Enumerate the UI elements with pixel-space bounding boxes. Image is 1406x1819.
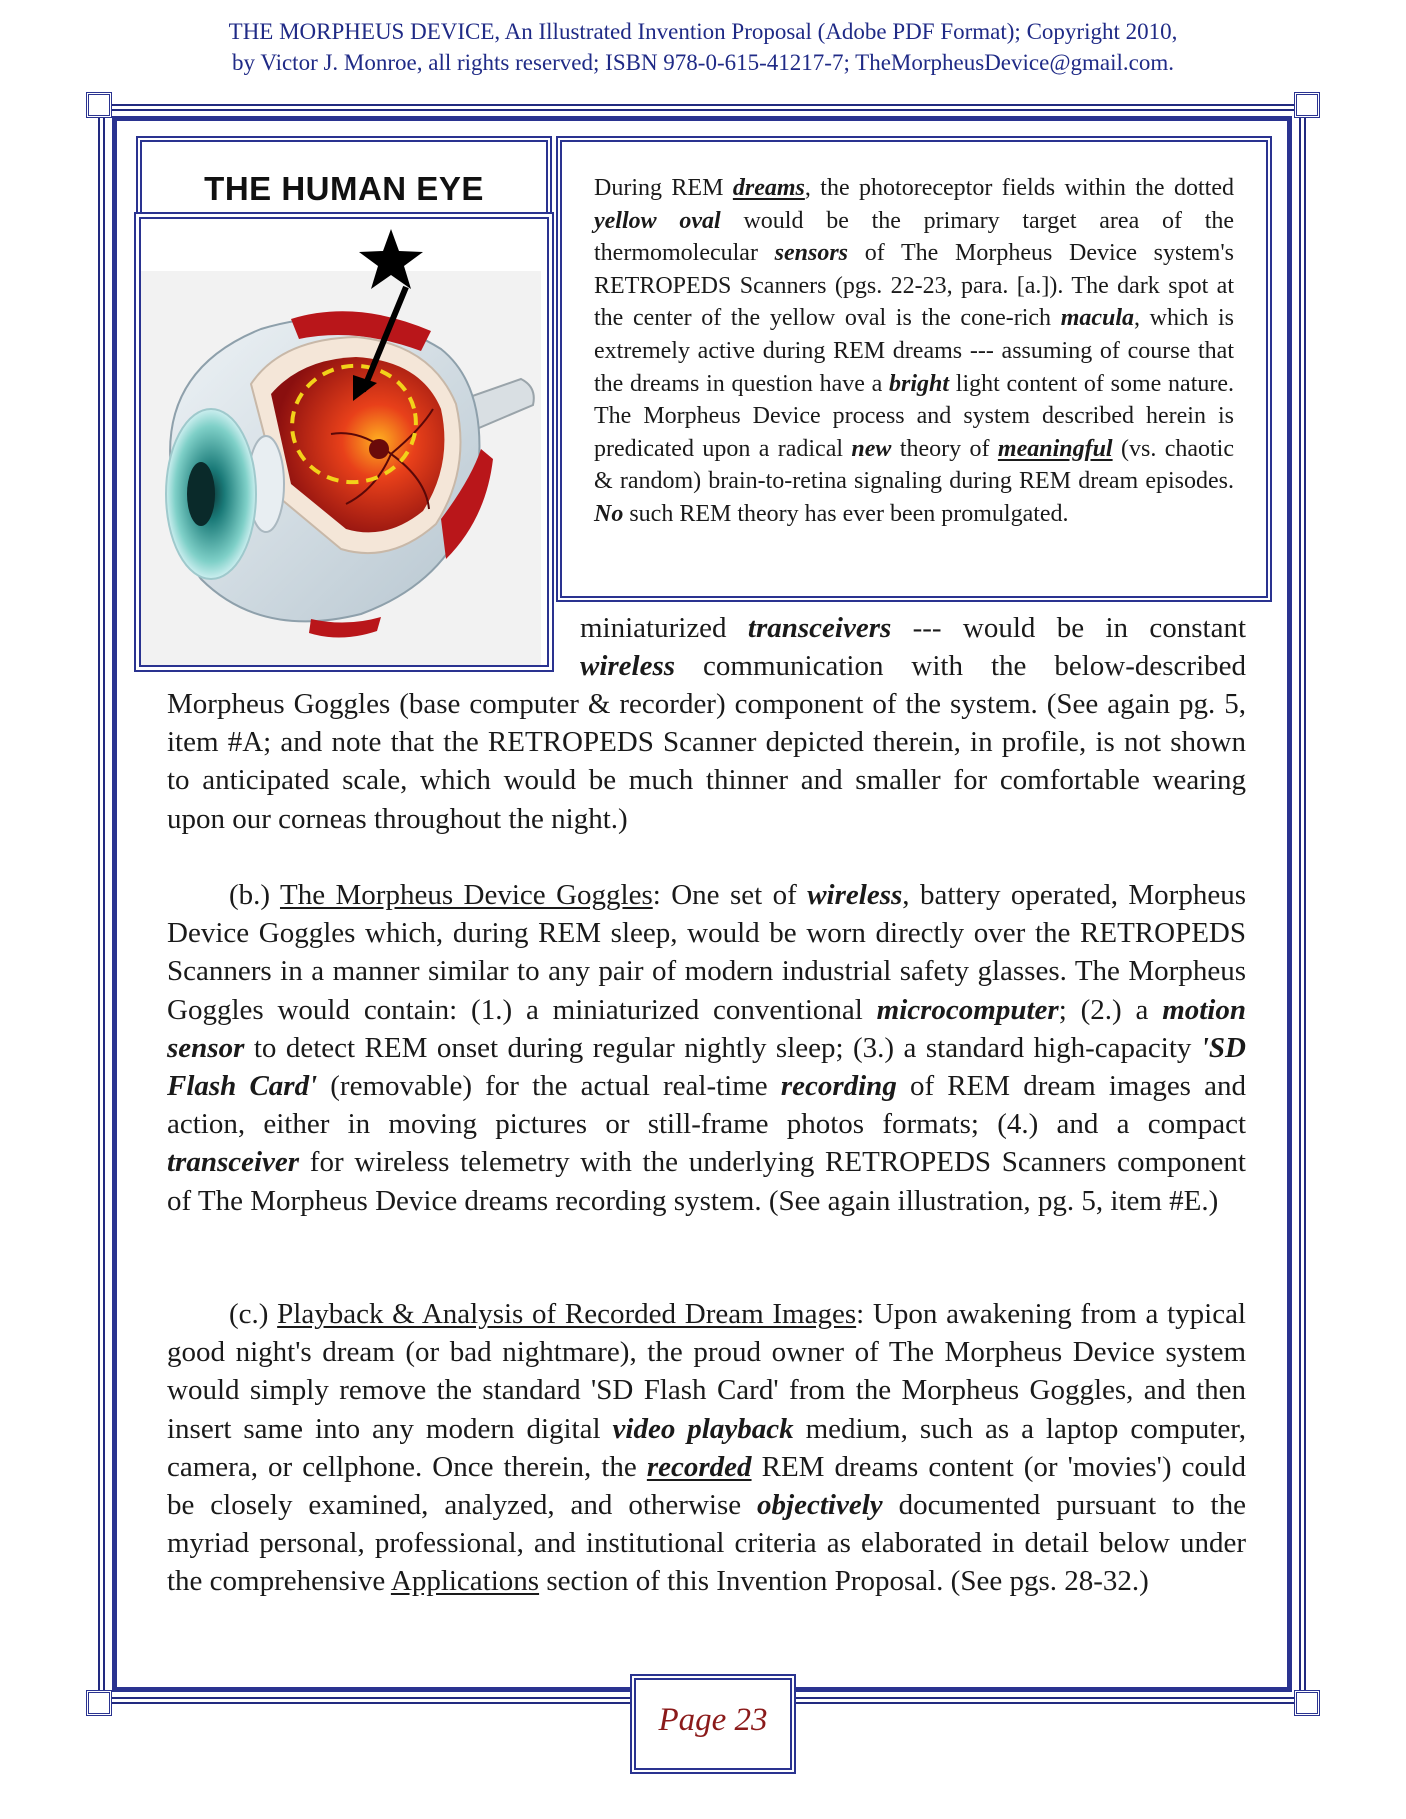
human-eye-illustration bbox=[141, 219, 547, 665]
document-header bbox=[0, 16, 1406, 78]
frame-corner-ornament bbox=[86, 1690, 112, 1716]
figure-caption bbox=[594, 172, 1234, 531]
text-run: communication with the below-described bbox=[675, 650, 1246, 683]
text-run: medium, such as a laptop computer, camera, or cellphone. Once therein, the bbox=[167, 1412, 1246, 1483]
text-run: microcomputer bbox=[876, 993, 1059, 1026]
page-number: Page 23 bbox=[658, 1702, 768, 1738]
page-number-box bbox=[630, 1674, 796, 1774]
header-line-2: by Victor J. Monroe, all rights reserved; ISBN 978-0-615-41217-7; TheMorpheusDevice@gmail.com. bbox=[232, 50, 1174, 75]
text-run: such REM theory has ever been promulgated. bbox=[623, 500, 1069, 527]
text-run: section of this Invention Proposal. (See pgs. 28-32.) bbox=[539, 1565, 1149, 1598]
text-run: 'SD Flash Card' bbox=[167, 1031, 1246, 1103]
text-run: wireless bbox=[807, 879, 903, 911]
text-run: recording bbox=[780, 1070, 897, 1103]
text-run: , battery operated, Morpheus Device Goggles which, during REM sleep, would be worn directly over the RETROPEDS Scanners in a manner similar to any pair of modern industrial safety glasses. The Morpheus Goggles would contain: (1.) a miniaturized conventional bbox=[167, 879, 1246, 1026]
applications-reference: Applications bbox=[390, 1565, 540, 1598]
text-run: (removable) for the actual real-time bbox=[317, 1070, 781, 1103]
text-run: for wireless telemetry with the underlying RETROPEDS Scanners component of The Morpheus Device dreams recording system. (See again illustration, pg. 5, item #E.) bbox=[167, 1146, 1246, 1217]
text-run: , the photoreceptor fields within the dotted bbox=[804, 175, 1234, 201]
text-run: dreams bbox=[732, 175, 805, 201]
section-heading-playback: Playback & Analysis of Recorded Dream Images bbox=[277, 1298, 857, 1330]
text-run: (vs. chaotic & random) brain-to-retina signaling during REM dream episodes. bbox=[594, 435, 1235, 495]
figure-image-box bbox=[134, 212, 554, 672]
figure-title: THE HUMAN EYE bbox=[204, 170, 484, 207]
paragraph-playback bbox=[167, 1295, 1246, 1601]
text-run: theory of bbox=[891, 435, 998, 462]
text-run: miniaturized bbox=[580, 612, 748, 644]
text-run: macula bbox=[1060, 305, 1135, 332]
text-run: During REM bbox=[594, 175, 733, 201]
text-run: --- would be in constant bbox=[891, 612, 1247, 644]
text-run: yellow oval bbox=[594, 207, 721, 234]
text-run: (c.) bbox=[229, 1298, 278, 1330]
text-run: sensors bbox=[774, 240, 848, 267]
text-run: : One set of bbox=[652, 879, 808, 911]
figure-caption-box bbox=[556, 136, 1272, 602]
frame-corner-ornament bbox=[1294, 1690, 1320, 1716]
text-run: motion sensor bbox=[167, 993, 1246, 1064]
text-run: bright bbox=[889, 370, 950, 397]
text-run: of REM dream images and action, either in moving pictures or still-frame photos formats; (4.) and a compact bbox=[167, 1070, 1246, 1141]
text-run: meaningful bbox=[997, 435, 1113, 462]
text-run: transceivers bbox=[747, 612, 892, 644]
text-run: would be the primary target area of the thermomolecular bbox=[594, 207, 1235, 267]
section-heading-goggles: The Morpheus Device Goggles bbox=[279, 879, 653, 911]
text-run: , which is extremely active during REM dreams --- assuming of course that the dreams in question have a bbox=[594, 305, 1234, 397]
frame-corner-ornament bbox=[86, 92, 112, 118]
text-run: No bbox=[594, 500, 624, 527]
text-run: REM dreams content (or 'movies') could be closely examined, analyzed, and otherwise bbox=[167, 1450, 1246, 1522]
text-run: video playback bbox=[612, 1412, 794, 1445]
paragraph-continuation bbox=[580, 609, 1246, 685]
paragraph-continuation-full: Morpheus Goggles (base computer & recorder) component of the system. (See again pg. 5, item #A; and note that the RETROPEDS Scanner depicted therein, in profile, is not shown to anticipated scale, which would be much thinner and smaller for comfortable wearing upon our corneas throughout the night.) bbox=[167, 688, 1246, 835]
header-line-1: THE MORPHEUS DEVICE, An Illustrated Invention Proposal (Adobe PDF Format); Copyright 2010, bbox=[228, 19, 1178, 44]
text-run: of The Morpheus Device system's RETROPEDS Scanners (pgs. 22-23, para. [a.]). The dark spot at the center of the yellow oval is the cone-rich bbox=[594, 240, 1234, 332]
text-run: ; (2.) a bbox=[1058, 993, 1163, 1026]
text-run: to detect REM onset during regular nightly sleep; (3.) a standard high-capacity bbox=[244, 1031, 1201, 1064]
text-run: new bbox=[851, 435, 892, 462]
text-run: transceiver bbox=[167, 1146, 300, 1179]
text-run: light content of some nature. The Morpheus Device process and system described herein is predicated upon a radical bbox=[594, 370, 1235, 462]
text-run: (b.) bbox=[229, 879, 280, 911]
text-run: recorded bbox=[646, 1450, 752, 1483]
text-run: : Upon awakening from a typical good night's dream (or bad nightmare), the proud owner of The Morpheus Device system would simply remove the standard 'SD Flash Card' from the Morpheus Goggles, and then insert same into any modern digital bbox=[167, 1298, 1246, 1445]
frame-corner-ornament bbox=[1294, 92, 1320, 118]
paragraph-goggles bbox=[167, 876, 1246, 1220]
text-run: objectively bbox=[757, 1489, 883, 1522]
text-run: documented pursuant to the myriad personal, professional, and institutional criteria as elaborated in detail below under the comprehensive bbox=[167, 1489, 1246, 1598]
text-run: wireless bbox=[580, 650, 676, 683]
